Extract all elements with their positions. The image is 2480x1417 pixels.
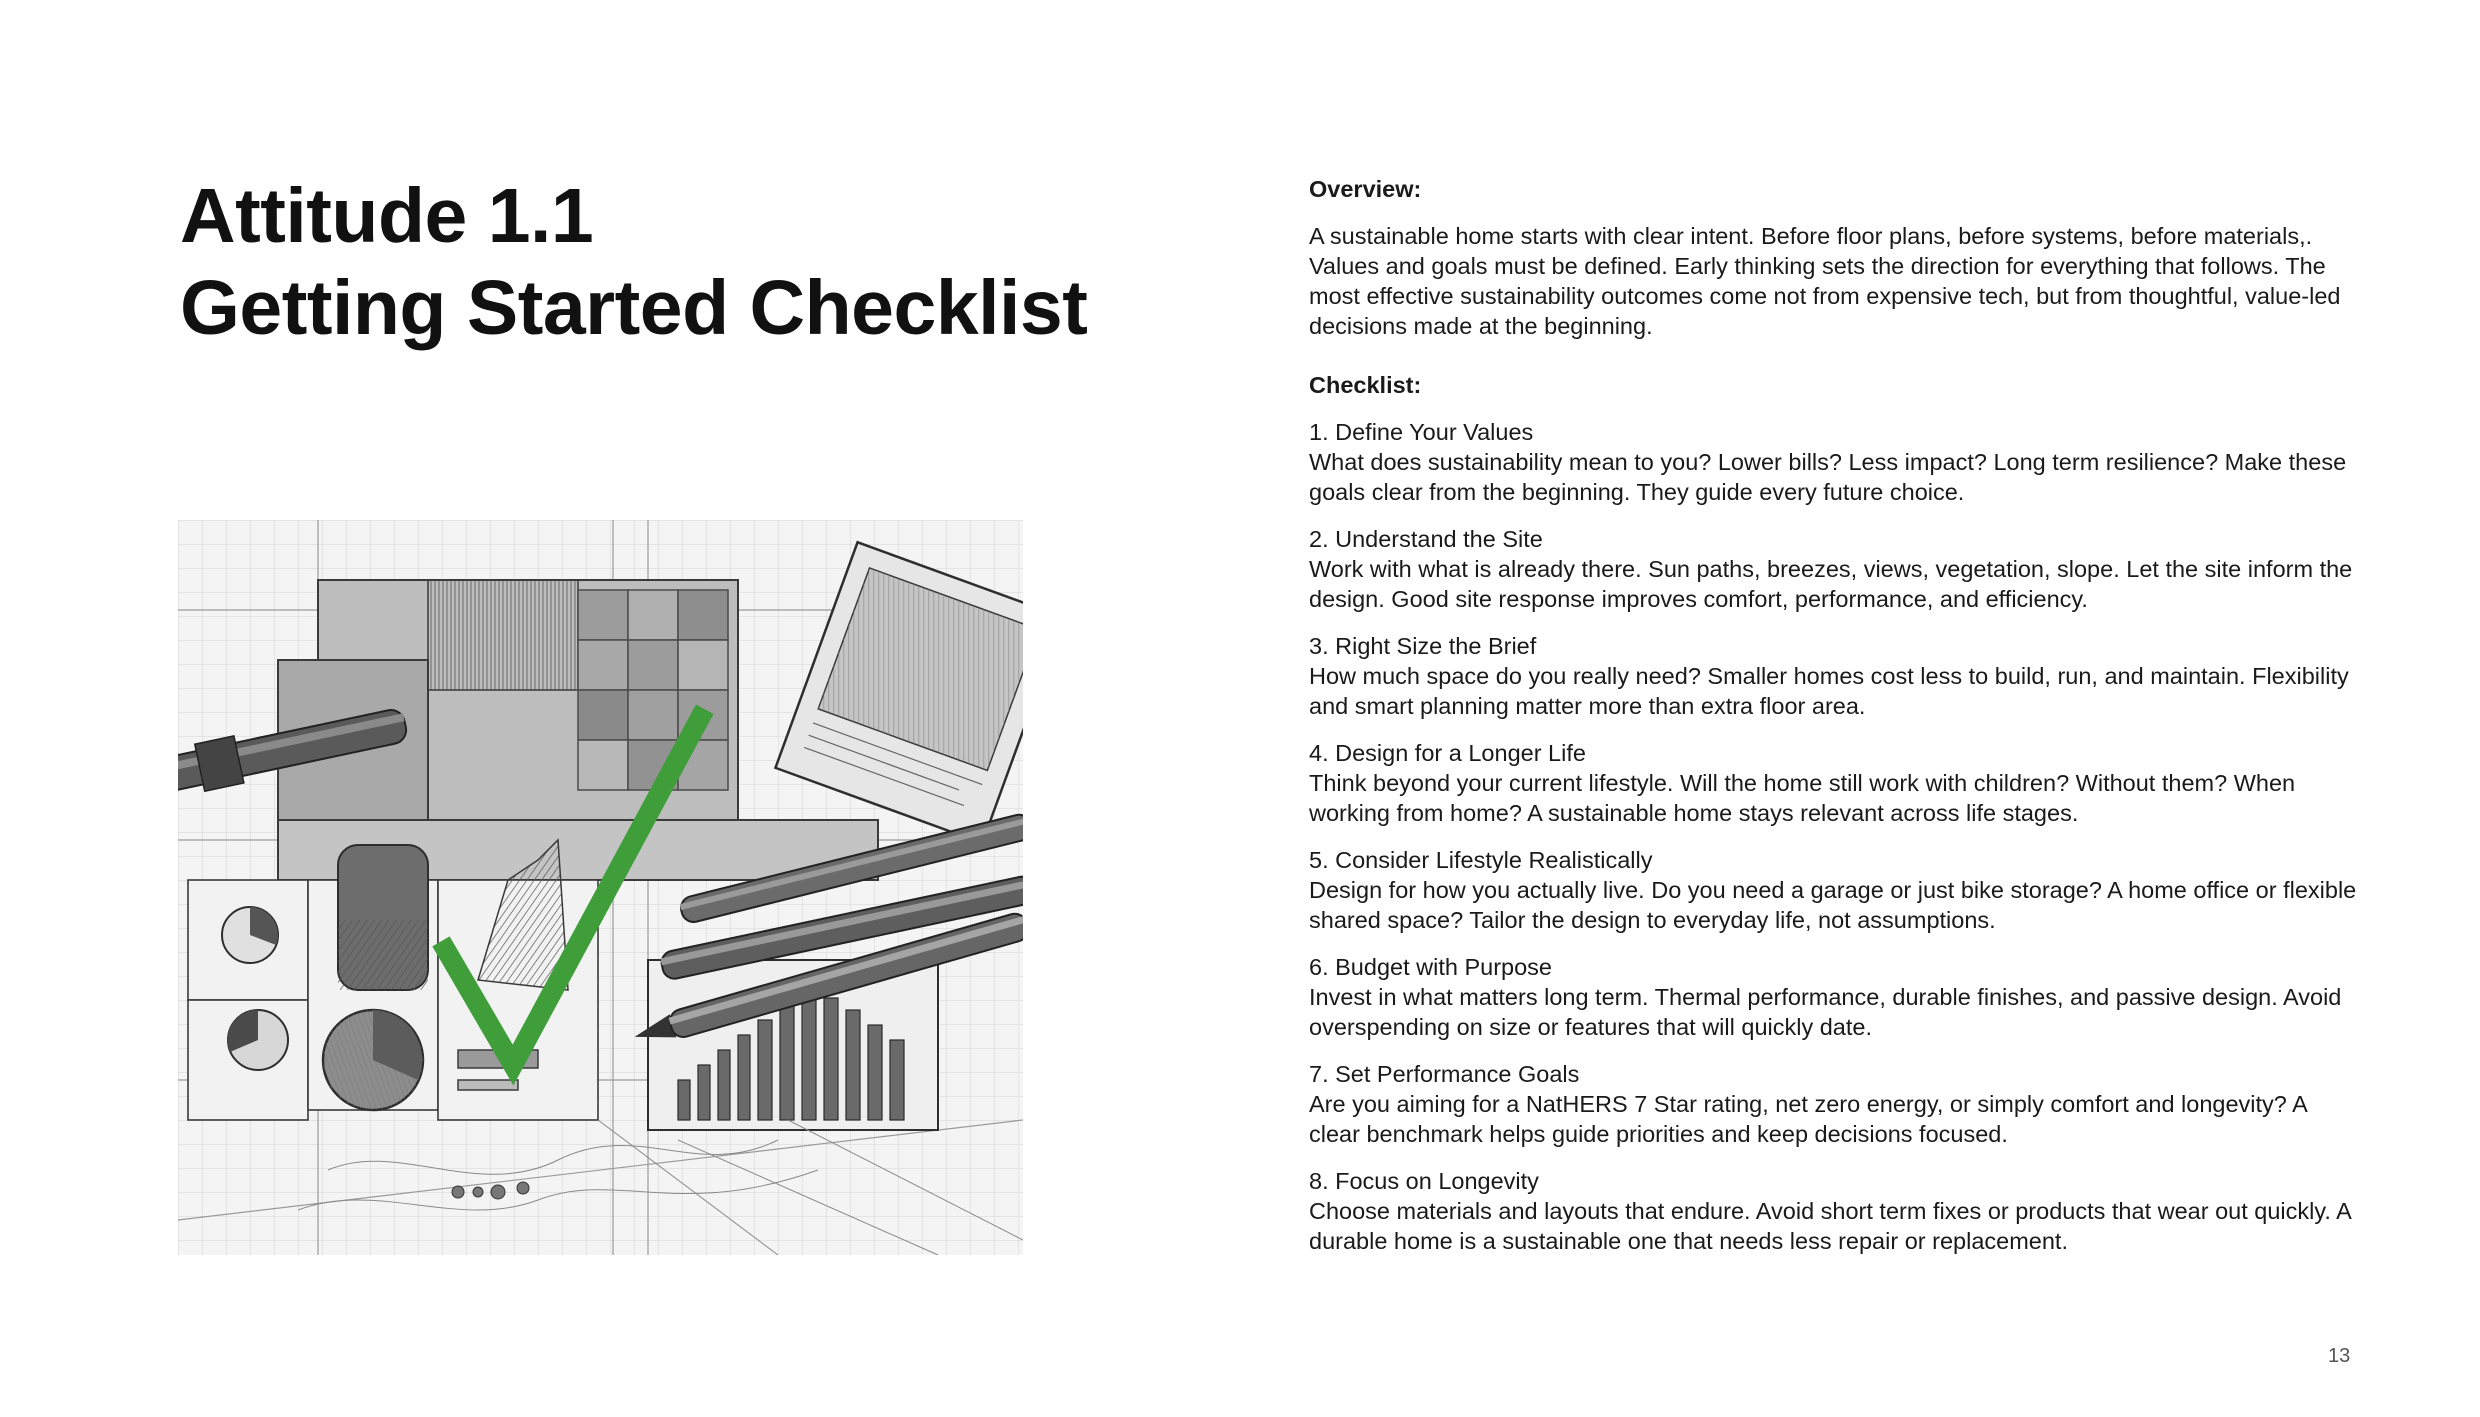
checklist-item [1309,524,2359,614]
sketch-svg [178,520,1023,1255]
checklist-item-title: 5. Consider Lifestyle Realistically [1309,847,1653,873]
checklist-item-title: 7. Set Performance Goals [1309,1061,1580,1087]
checklist-item-body: Choose materials and layouts that endure. Avoid short term fixes or products that wear out quickly. A durable home is a sustainable one that needs less repair or replacement. [1309,1198,2351,1254]
checklist-item-body: Design for how you actually live. Do you need a garage or just bike storage? A home office or flexible shared space? Tailor the design to everyday life, not assumptions. [1309,877,2357,933]
overview-text: A sustainable home starts with clear intent. Before floor plans, before systems, before materials,. Values and goals must be defined. Early thinking sets the direction for everything that follows. The most effective sustainability outcomes come not from expensive tech, but from thoughtful, value-led decisions made at the beginning. [1309,223,2341,339]
building-facade-lines [428,580,578,690]
checklist-item [1309,1059,2359,1149]
checklist-item [1309,417,2359,507]
building-tiles [578,590,728,790]
checklist-item [1309,845,2359,935]
checklist-item [1309,631,2359,721]
checklist-item-body: Think beyond your current lifestyle. Will the home still work with children? Without them? When working from home? A sustainable home stays relevant across life stages. [1309,770,2296,826]
checklist-item-body: How much space do you really need? Smaller homes cost less to build, run, and maintain. Flexibility and smart planning matter more than extra floor area. [1309,663,2349,719]
overview-heading: Overview: [1309,176,1422,202]
content-column [1309,174,2359,1273]
checklist-item-title: 3. Right Size the Brief [1309,633,1537,659]
checklist-heading: Checklist: [1309,372,1422,398]
checklist-item-body: What does sustainability mean to you? Lower bills? Less impact? Long term resilience? Make these goals clear from the beginning. They guide every future choice. [1309,449,2347,505]
checklist-item-title: 2. Understand the Site [1309,526,1543,552]
checklist-item-title: 6. Budget with Purpose [1309,954,1552,980]
page-number: 13 [2328,1345,2351,1367]
dark-column-hatch [338,920,428,990]
checklist-item-title: 1. Define Your Values [1309,419,1534,445]
checklist-item-title: 4. Design for a Longer Life [1309,740,1586,766]
checklist-item [1309,738,2359,828]
checklist-item-body: Are you aiming for a NatHERS 7 Star rating, net zero energy, or simply comfort and longevity? A clear benchmark helps guide priorities and keep decisions focused. [1309,1091,2307,1147]
checklist-item-body: Invest in what matters long term. Thermal performance, durable finishes, and passive design. Avoid overspending on size or features that will quickly date. [1309,984,2342,1040]
checklist-sketch-illustration [178,520,1023,1255]
checklist-item-title: 8. Focus on Longevity [1309,1168,1539,1194]
checklist-item [1309,1166,2359,1256]
page-title-line-1: Attitude 1.1 [180,173,594,259]
page-title [180,170,1087,354]
page-title-line-2: Getting Started Checklist [180,265,1088,351]
checklist-item [1309,952,2359,1042]
checklist-item-body: Work with what is already there. Sun paths, breezes, views, vegetation, slope. Let the site inform the design. Good site response improves comfort, performance, and efficiency. [1309,556,2353,612]
